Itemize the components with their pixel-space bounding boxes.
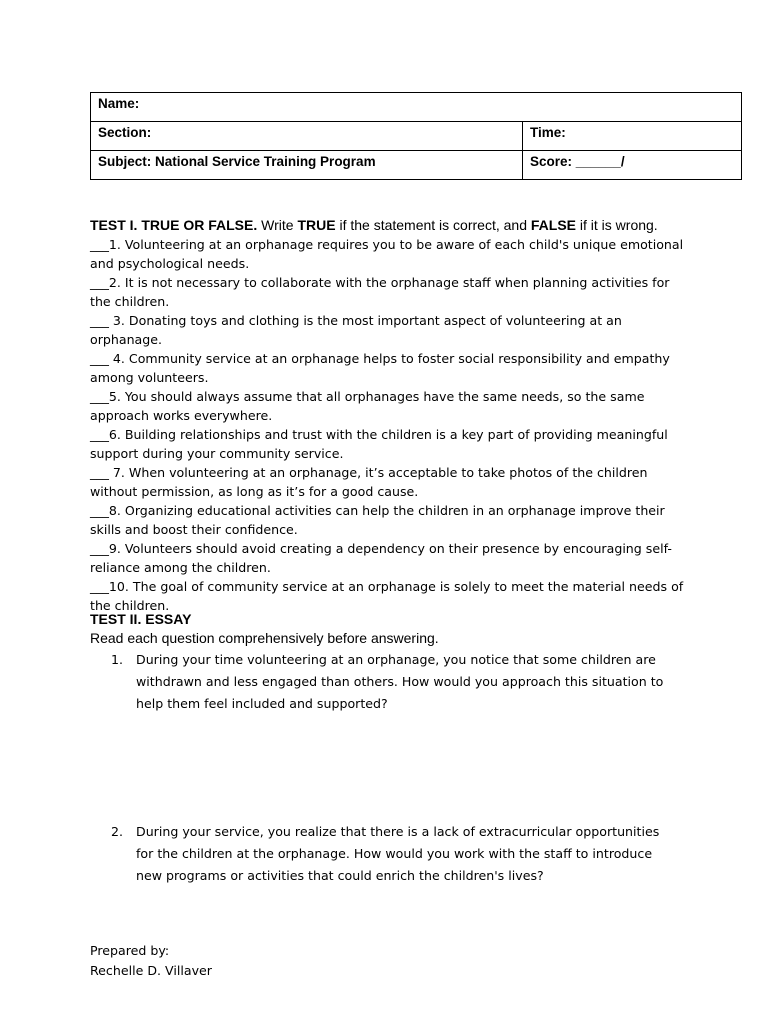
author-name: Rechelle D. Villaver bbox=[90, 963, 212, 978]
subject-label: Subject: National Service Training Program bbox=[98, 154, 376, 169]
tf-item-4: ___ 4. Community service at an orphanage helps to foster social responsibility and empathy among volunteers. bbox=[90, 351, 670, 385]
tf-item-9: ___9. Volunteers should avoid creating a dependency on their presence by encouraging self-reliance among the children. bbox=[90, 541, 672, 575]
name-label: Name: bbox=[98, 96, 140, 111]
test2-title: TEST II. ESSAY bbox=[90, 611, 192, 627]
prepared-by-block bbox=[90, 941, 212, 981]
test1-section bbox=[90, 215, 690, 615]
false-word: FALSE bbox=[530, 217, 576, 233]
time-cell[interactable] bbox=[523, 122, 742, 151]
essay-question-number: 2. bbox=[111, 824, 124, 839]
section-cell[interactable] bbox=[91, 122, 523, 151]
test1-instr-b: if the statement is correct, and bbox=[335, 217, 531, 233]
tf-item-3: ___ 3. Donating toys and clothing is the most important aspect of volunteering at an orphanage. bbox=[90, 313, 622, 347]
tf-item-10: ___10. The goal of community service at an orphanage is solely to meet the material needs of the children. bbox=[90, 579, 684, 613]
tf-item-1: ___1. Volunteering at an orphanage requires you to be aware of each child's unique emotional and psychological needs. bbox=[90, 237, 684, 271]
test2-instructions: Read each question comprehensively before answering. bbox=[90, 630, 439, 646]
test1-instr-c: if it is wrong. bbox=[576, 217, 658, 233]
tf-item-2: ___2. It is not necessary to collaborate with the orphanage staff when planning activities for the children. bbox=[90, 275, 670, 309]
tf-item-7: ___ 7. When volunteering at an orphanage, it’s acceptable to take photos of the children without permission, as long as it’s for a good cause. bbox=[90, 465, 648, 499]
test1-heading bbox=[90, 215, 690, 235]
score-label: Score: ______/ bbox=[530, 154, 625, 169]
essay-question-number: 1. bbox=[111, 652, 124, 667]
tf-item-5: ___5. You should always assume that all orphanages have the same needs, so the same approach works everywhere. bbox=[90, 389, 645, 423]
true-word: TRUE bbox=[297, 217, 336, 233]
tf-item-8: ___8. Organizing educational activities can help the children in an orphanage improve their skills and boost their confidence. bbox=[90, 503, 665, 537]
test1-instr-a: Write bbox=[257, 217, 298, 233]
name-cell[interactable] bbox=[91, 93, 742, 122]
prepared-by-label: Prepared by: bbox=[90, 943, 170, 958]
tf-item-6: ___6. Building relationships and trust with the children is a key part of providing meaningful support during your community service. bbox=[90, 427, 668, 461]
subject-cell bbox=[91, 151, 523, 180]
time-label: Time: bbox=[530, 125, 566, 140]
essay-question-2 bbox=[111, 821, 671, 887]
test1-title: TEST I. TRUE OR FALSE. bbox=[90, 217, 258, 233]
essay-question-text: During your time volunteering at an orphanage, you notice that some children are withdrawn and less engaged than others. How would you approach this situation to help them feel included and supported? bbox=[136, 652, 664, 711]
essay-question-1 bbox=[111, 649, 671, 715]
header-table bbox=[90, 92, 742, 180]
score-cell[interactable] bbox=[523, 151, 742, 180]
essay-question-text: During your service, you realize that there is a lack of extracurricular opportunities for the children at the orphanage. How would you work with the staff to introduce new programs or activities that could enrich the children's lives? bbox=[136, 824, 660, 883]
section-label: Section: bbox=[98, 125, 152, 140]
